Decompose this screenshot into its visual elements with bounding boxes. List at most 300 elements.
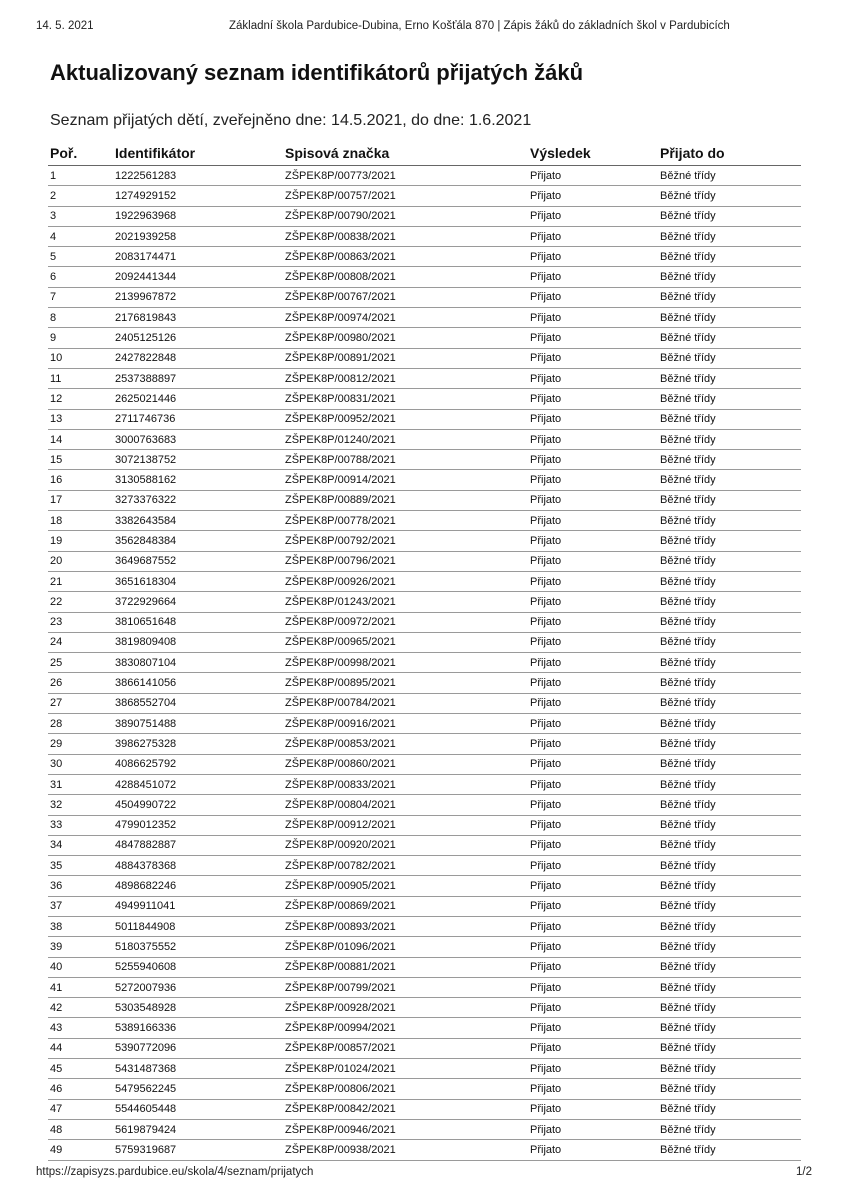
cell-file-number: ZŠPEK8P/00980/2021 xyxy=(283,328,528,348)
cell-identifier: 3651618304 xyxy=(113,571,283,591)
cell-admitted-to: Běžné třídy xyxy=(658,226,801,246)
cell-result: Přijato xyxy=(528,795,658,815)
table-row xyxy=(48,734,801,754)
cell-result: Přijato xyxy=(528,856,658,876)
cell-file-number: ZŠPEK8P/00842/2021 xyxy=(283,1099,528,1119)
cell-result: Přijato xyxy=(528,1059,658,1079)
cell-result: Přijato xyxy=(528,815,658,835)
table-row xyxy=(48,795,801,815)
cell-file-number: ZŠPEK8P/00799/2021 xyxy=(283,977,528,997)
cell-admitted-to: Běžné třídy xyxy=(658,714,801,734)
cell-order: 30 xyxy=(48,754,113,774)
cell-result: Přijato xyxy=(528,247,658,267)
cell-order: 37 xyxy=(48,896,113,916)
cell-admitted-to: Běžné třídy xyxy=(658,998,801,1018)
cell-order: 26 xyxy=(48,673,113,693)
cell-result: Přijato xyxy=(528,551,658,571)
cell-file-number: ZŠPEK8P/00889/2021 xyxy=(283,490,528,510)
cell-admitted-to: Běžné třídy xyxy=(658,916,801,936)
cell-order: 11 xyxy=(48,368,113,388)
cell-result: Přijato xyxy=(528,1099,658,1119)
cell-admitted-to: Běžné třídy xyxy=(658,1119,801,1139)
cell-identifier: 1922963968 xyxy=(113,206,283,226)
table-row xyxy=(48,1018,801,1038)
cell-result: Přijato xyxy=(528,916,658,936)
cell-admitted-to: Běžné třídy xyxy=(658,511,801,531)
cell-result: Přijato xyxy=(528,1018,658,1038)
cell-result: Přijato xyxy=(528,226,658,246)
cell-order: 24 xyxy=(48,632,113,652)
cell-identifier: 2427822848 xyxy=(113,348,283,368)
table-row xyxy=(48,1099,801,1119)
cell-result: Přijato xyxy=(528,389,658,409)
column-header-admitted-to: Přijato do xyxy=(658,141,801,166)
table-row xyxy=(48,693,801,713)
cell-admitted-to: Běžné třídy xyxy=(658,795,801,815)
cell-identifier: 3868552704 xyxy=(113,693,283,713)
table-row xyxy=(48,592,801,612)
cell-identifier: 4898682246 xyxy=(113,876,283,896)
cell-identifier: 5272007936 xyxy=(113,977,283,997)
cell-identifier: 4949911041 xyxy=(113,896,283,916)
cell-order: 29 xyxy=(48,734,113,754)
table-row xyxy=(48,328,801,348)
cell-admitted-to: Běžné třídy xyxy=(658,856,801,876)
cell-identifier: 2405125126 xyxy=(113,328,283,348)
cell-result: Přijato xyxy=(528,896,658,916)
cell-identifier: 5619879424 xyxy=(113,1119,283,1139)
cell-identifier: 3819809408 xyxy=(113,632,283,652)
table-row xyxy=(48,1079,801,1099)
cell-result: Přijato xyxy=(528,632,658,652)
cell-result: Přijato xyxy=(528,957,658,977)
cell-admitted-to: Běžné třídy xyxy=(658,1079,801,1099)
cell-admitted-to: Běžné třídy xyxy=(658,1140,801,1160)
table-row xyxy=(48,511,801,531)
cell-admitted-to: Běžné třídy xyxy=(658,267,801,287)
cell-admitted-to: Běžné třídy xyxy=(658,754,801,774)
table-row xyxy=(48,754,801,774)
cell-admitted-to: Běžné třídy xyxy=(658,815,801,835)
cell-identifier: 3722929664 xyxy=(113,592,283,612)
cell-order: 22 xyxy=(48,592,113,612)
cell-result: Přijato xyxy=(528,571,658,591)
cell-admitted-to: Běžné třídy xyxy=(658,774,801,794)
table-row xyxy=(48,1119,801,1139)
cell-file-number: ZŠPEK8P/00926/2021 xyxy=(283,571,528,591)
cell-file-number: ZŠPEK8P/00806/2021 xyxy=(283,1079,528,1099)
cell-order: 6 xyxy=(48,267,113,287)
cell-result: Přijato xyxy=(528,368,658,388)
cell-result: Přijato xyxy=(528,774,658,794)
cell-order: 34 xyxy=(48,835,113,855)
table-row xyxy=(48,490,801,510)
cell-admitted-to: Běžné třídy xyxy=(658,531,801,551)
cell-file-number: ZŠPEK8P/00914/2021 xyxy=(283,470,528,490)
cell-admitted-to: Běžné třídy xyxy=(658,348,801,368)
cell-order: 27 xyxy=(48,693,113,713)
table-row xyxy=(48,186,801,206)
cell-order: 32 xyxy=(48,795,113,815)
cell-identifier: 3866141056 xyxy=(113,673,283,693)
cell-file-number: ZŠPEK8P/00972/2021 xyxy=(283,612,528,632)
cell-file-number: ZŠPEK8P/00792/2021 xyxy=(283,531,528,551)
cell-file-number: ZŠPEK8P/01024/2021 xyxy=(283,1059,528,1079)
cell-file-number: ZŠPEK8P/00773/2021 xyxy=(283,166,528,186)
cell-order: 13 xyxy=(48,409,113,429)
cell-order: 9 xyxy=(48,328,113,348)
cell-admitted-to: Běžné třídy xyxy=(658,693,801,713)
cell-order: 5 xyxy=(48,247,113,267)
cell-identifier: 2625021446 xyxy=(113,389,283,409)
cell-admitted-to: Běžné třídy xyxy=(658,632,801,652)
cell-result: Přijato xyxy=(528,835,658,855)
cell-identifier: 3382643584 xyxy=(113,511,283,531)
cell-admitted-to: Běžné třídy xyxy=(658,977,801,997)
cell-identifier: 5390772096 xyxy=(113,1038,283,1058)
cell-identifier: 5431487368 xyxy=(113,1059,283,1079)
cell-admitted-to: Běžné třídy xyxy=(658,389,801,409)
cell-result: Přijato xyxy=(528,734,658,754)
cell-admitted-to: Běžné třídy xyxy=(658,287,801,307)
cell-identifier: 3830807104 xyxy=(113,653,283,673)
cell-order: 19 xyxy=(48,531,113,551)
cell-file-number: ZŠPEK8P/01240/2021 xyxy=(283,429,528,449)
table-row xyxy=(48,389,801,409)
cell-order: 4 xyxy=(48,226,113,246)
cell-admitted-to: Běžné třídy xyxy=(658,409,801,429)
table-row xyxy=(48,774,801,794)
cell-result: Přijato xyxy=(528,693,658,713)
cell-identifier: 3890751488 xyxy=(113,714,283,734)
cell-order: 41 xyxy=(48,977,113,997)
cell-admitted-to: Běžné třídy xyxy=(658,328,801,348)
admitted-students-table xyxy=(48,141,801,1161)
cell-order: 14 xyxy=(48,429,113,449)
cell-identifier: 5759319687 xyxy=(113,1140,283,1160)
cell-file-number: ZŠPEK8P/00965/2021 xyxy=(283,632,528,652)
cell-admitted-to: Běžné třídy xyxy=(658,592,801,612)
cell-result: Přijato xyxy=(528,937,658,957)
print-page-title: Základní škola Pardubice-Dubina, Erno Košťála 870 | Zápis žáků do základních škol v Pardubicích xyxy=(229,20,730,32)
cell-result: Přijato xyxy=(528,1119,658,1139)
table-row xyxy=(48,368,801,388)
cell-file-number: ZŠPEK8P/00767/2021 xyxy=(283,287,528,307)
cell-file-number: ZŠPEK8P/00860/2021 xyxy=(283,754,528,774)
print-date: 14. 5. 2021 xyxy=(36,20,94,32)
cell-admitted-to: Běžné třídy xyxy=(658,1018,801,1038)
cell-file-number: ZŠPEK8P/00905/2021 xyxy=(283,876,528,896)
cell-result: Přijato xyxy=(528,206,658,226)
cell-result: Přijato xyxy=(528,511,658,531)
cell-order: 46 xyxy=(48,1079,113,1099)
cell-identifier: 4086625792 xyxy=(113,754,283,774)
cell-file-number: ZŠPEK8P/00853/2021 xyxy=(283,734,528,754)
cell-order: 8 xyxy=(48,308,113,328)
cell-file-number: ZŠPEK8P/00952/2021 xyxy=(283,409,528,429)
cell-order: 3 xyxy=(48,206,113,226)
cell-result: Přijato xyxy=(528,1140,658,1160)
table-row xyxy=(48,470,801,490)
cell-admitted-to: Běžné třídy xyxy=(658,308,801,328)
table-row xyxy=(48,815,801,835)
cell-admitted-to: Běžné třídy xyxy=(658,247,801,267)
cell-order: 38 xyxy=(48,916,113,936)
cell-file-number: ZŠPEK8P/00838/2021 xyxy=(283,226,528,246)
table-row xyxy=(48,1059,801,1079)
cell-identifier: 5479562245 xyxy=(113,1079,283,1099)
cell-file-number: ZŠPEK8P/00757/2021 xyxy=(283,186,528,206)
cell-file-number: ZŠPEK8P/00946/2021 xyxy=(283,1119,528,1139)
print-url: https://zapisyzs.pardubice.eu/skola/4/seznam/prijatych xyxy=(36,1166,314,1178)
cell-result: Přijato xyxy=(528,612,658,632)
cell-file-number: ZŠPEK8P/00863/2021 xyxy=(283,247,528,267)
cell-result: Přijato xyxy=(528,592,658,612)
cell-admitted-to: Běžné třídy xyxy=(658,166,801,186)
table-row xyxy=(48,835,801,855)
table-row xyxy=(48,247,801,267)
cell-file-number: ZŠPEK8P/00784/2021 xyxy=(283,693,528,713)
cell-identifier: 4799012352 xyxy=(113,815,283,835)
cell-file-number: ZŠPEK8P/00916/2021 xyxy=(283,714,528,734)
table-body xyxy=(48,166,801,1161)
cell-result: Přijato xyxy=(528,1079,658,1099)
table-row xyxy=(48,714,801,734)
table-row xyxy=(48,531,801,551)
cell-result: Přijato xyxy=(528,328,658,348)
cell-order: 44 xyxy=(48,1038,113,1058)
cell-order: 15 xyxy=(48,450,113,470)
cell-identifier: 1274929152 xyxy=(113,186,283,206)
page-title: Aktualizovaný seznam identifikátorů přijatých žáků xyxy=(50,60,584,85)
cell-order: 10 xyxy=(48,348,113,368)
column-header-file-number: Spisová značka xyxy=(283,141,528,166)
cell-result: Přijato xyxy=(528,450,658,470)
cell-admitted-to: Běžné třídy xyxy=(658,1059,801,1079)
cell-order: 23 xyxy=(48,612,113,632)
cell-result: Přijato xyxy=(528,531,658,551)
cell-file-number: ZŠPEK8P/00895/2021 xyxy=(283,673,528,693)
table-row xyxy=(48,977,801,997)
cell-file-number: ZŠPEK8P/00893/2021 xyxy=(283,916,528,936)
table-row xyxy=(48,916,801,936)
cell-admitted-to: Běžné třídy xyxy=(658,673,801,693)
cell-file-number: ZŠPEK8P/00796/2021 xyxy=(283,551,528,571)
cell-file-number: ZŠPEK8P/00857/2021 xyxy=(283,1038,528,1058)
cell-identifier: 3986275328 xyxy=(113,734,283,754)
cell-result: Přijato xyxy=(528,754,658,774)
cell-result: Přijato xyxy=(528,490,658,510)
column-header-order: Poř. xyxy=(48,141,113,166)
cell-file-number: ZŠPEK8P/00790/2021 xyxy=(283,206,528,226)
cell-result: Přijato xyxy=(528,267,658,287)
cell-order: 31 xyxy=(48,774,113,794)
table-row xyxy=(48,653,801,673)
cell-order: 16 xyxy=(48,470,113,490)
cell-admitted-to: Běžné třídy xyxy=(658,937,801,957)
cell-admitted-to: Běžné třídy xyxy=(658,835,801,855)
print-header xyxy=(36,20,812,34)
cell-result: Přijato xyxy=(528,673,658,693)
cell-identifier: 2092441344 xyxy=(113,267,283,287)
cell-identifier: 4504990722 xyxy=(113,795,283,815)
cell-result: Přijato xyxy=(528,1038,658,1058)
cell-file-number: ZŠPEK8P/00974/2021 xyxy=(283,308,528,328)
table-row xyxy=(48,348,801,368)
cell-order: 20 xyxy=(48,551,113,571)
cell-identifier: 5180375552 xyxy=(113,937,283,957)
table-row xyxy=(48,206,801,226)
cell-admitted-to: Běžné třídy xyxy=(658,551,801,571)
cell-file-number: ZŠPEK8P/00782/2021 xyxy=(283,856,528,876)
cell-file-number: ZŠPEK8P/01243/2021 xyxy=(283,592,528,612)
table-row xyxy=(48,450,801,470)
table-row xyxy=(48,571,801,591)
cell-file-number: ZŠPEK8P/00778/2021 xyxy=(283,511,528,531)
print-footer xyxy=(36,1166,812,1180)
cell-file-number: ZŠPEK8P/00788/2021 xyxy=(283,450,528,470)
cell-order: 48 xyxy=(48,1119,113,1139)
cell-file-number: ZŠPEK8P/00833/2021 xyxy=(283,774,528,794)
cell-result: Přijato xyxy=(528,409,658,429)
list-subtitle: Seznam přijatých dětí, zveřejněno dne: 14.5.2021, do dne: 1.6.2021 xyxy=(50,112,532,129)
cell-file-number: ZŠPEK8P/00812/2021 xyxy=(283,368,528,388)
cell-file-number: ZŠPEK8P/00938/2021 xyxy=(283,1140,528,1160)
cell-order: 35 xyxy=(48,856,113,876)
cell-admitted-to: Běžné třídy xyxy=(658,450,801,470)
cell-file-number: ZŠPEK8P/00998/2021 xyxy=(283,653,528,673)
cell-admitted-to: Běžné třídy xyxy=(658,368,801,388)
cell-result: Přijato xyxy=(528,308,658,328)
cell-admitted-to: Běžné třídy xyxy=(658,571,801,591)
cell-identifier: 5255940608 xyxy=(113,957,283,977)
cell-order: 17 xyxy=(48,490,113,510)
cell-order: 18 xyxy=(48,511,113,531)
cell-identifier: 5389166336 xyxy=(113,1018,283,1038)
table-row xyxy=(48,1038,801,1058)
cell-identifier: 2083174471 xyxy=(113,247,283,267)
cell-identifier: 2021939258 xyxy=(113,226,283,246)
table-row xyxy=(48,998,801,1018)
table-row xyxy=(48,429,801,449)
cell-identifier: 4884378368 xyxy=(113,856,283,876)
cell-order: 28 xyxy=(48,714,113,734)
cell-identifier: 5011844908 xyxy=(113,916,283,936)
cell-file-number: ZŠPEK8P/01096/2021 xyxy=(283,937,528,957)
cell-admitted-to: Běžné třídy xyxy=(658,612,801,632)
cell-file-number: ZŠPEK8P/00831/2021 xyxy=(283,389,528,409)
cell-identifier: 4847882887 xyxy=(113,835,283,855)
cell-identifier: 1222561283 xyxy=(113,166,283,186)
column-header-identifier: Identifikátor xyxy=(113,141,283,166)
cell-admitted-to: Běžné třídy xyxy=(658,896,801,916)
cell-order: 7 xyxy=(48,287,113,307)
cell-file-number: ZŠPEK8P/00891/2021 xyxy=(283,348,528,368)
cell-order: 36 xyxy=(48,876,113,896)
cell-order: 33 xyxy=(48,815,113,835)
cell-admitted-to: Běžné třídy xyxy=(658,186,801,206)
cell-file-number: ZŠPEK8P/00920/2021 xyxy=(283,835,528,855)
cell-admitted-to: Běžné třídy xyxy=(658,429,801,449)
table-row xyxy=(48,166,801,186)
cell-order: 21 xyxy=(48,571,113,591)
cell-result: Přijato xyxy=(528,470,658,490)
table-row xyxy=(48,1140,801,1160)
cell-order: 12 xyxy=(48,389,113,409)
cell-file-number: ZŠPEK8P/00808/2021 xyxy=(283,267,528,287)
cell-identifier: 5544605448 xyxy=(113,1099,283,1119)
cell-admitted-to: Běžné třídy xyxy=(658,1038,801,1058)
cell-file-number: ZŠPEK8P/00804/2021 xyxy=(283,795,528,815)
cell-identifier: 5303548928 xyxy=(113,998,283,1018)
table-row xyxy=(48,612,801,632)
cell-identifier: 2537388897 xyxy=(113,368,283,388)
table-row xyxy=(48,957,801,977)
cell-file-number: ZŠPEK8P/00869/2021 xyxy=(283,896,528,916)
cell-result: Přijato xyxy=(528,348,658,368)
cell-identifier: 2139967872 xyxy=(113,287,283,307)
cell-admitted-to: Běžné třídy xyxy=(658,206,801,226)
cell-order: 1 xyxy=(48,166,113,186)
cell-admitted-to: Běžné třídy xyxy=(658,876,801,896)
table-row xyxy=(48,551,801,571)
table-row xyxy=(48,226,801,246)
cell-order: 40 xyxy=(48,957,113,977)
cell-admitted-to: Běžné třídy xyxy=(658,653,801,673)
cell-identifier: 3273376322 xyxy=(113,490,283,510)
cell-file-number: ZŠPEK8P/00928/2021 xyxy=(283,998,528,1018)
cell-file-number: ZŠPEK8P/00912/2021 xyxy=(283,815,528,835)
cell-result: Přijato xyxy=(528,977,658,997)
cell-admitted-to: Běžné třídy xyxy=(658,470,801,490)
table-row xyxy=(48,937,801,957)
cell-order: 39 xyxy=(48,937,113,957)
cell-identifier: 3130588162 xyxy=(113,470,283,490)
cell-identifier: 3562848384 xyxy=(113,531,283,551)
table-row xyxy=(48,287,801,307)
cell-identifier: 3649687552 xyxy=(113,551,283,571)
table-header-row xyxy=(48,141,801,166)
cell-result: Přijato xyxy=(528,429,658,449)
cell-order: 43 xyxy=(48,1018,113,1038)
table-row xyxy=(48,876,801,896)
admitted-students-table-wrapper xyxy=(48,141,801,1161)
cell-order: 49 xyxy=(48,1140,113,1160)
cell-admitted-to: Běžné třídy xyxy=(658,490,801,510)
column-header-result: Výsledek xyxy=(528,141,658,166)
cell-identifier: 2711746736 xyxy=(113,409,283,429)
table-row xyxy=(48,896,801,916)
cell-order: 25 xyxy=(48,653,113,673)
cell-result: Přijato xyxy=(528,876,658,896)
cell-identifier: 3072138752 xyxy=(113,450,283,470)
cell-order: 42 xyxy=(48,998,113,1018)
cell-identifier: 4288451072 xyxy=(113,774,283,794)
table-row xyxy=(48,267,801,287)
table-row xyxy=(48,856,801,876)
table-row xyxy=(48,632,801,652)
cell-result: Přijato xyxy=(528,714,658,734)
cell-admitted-to: Běžné třídy xyxy=(658,1099,801,1119)
cell-file-number: ZŠPEK8P/00994/2021 xyxy=(283,1018,528,1038)
cell-result: Přijato xyxy=(528,166,658,186)
table-row xyxy=(48,308,801,328)
cell-result: Přijato xyxy=(528,998,658,1018)
cell-order: 45 xyxy=(48,1059,113,1079)
cell-admitted-to: Běžné třídy xyxy=(658,734,801,754)
cell-order: 47 xyxy=(48,1099,113,1119)
table-row xyxy=(48,409,801,429)
